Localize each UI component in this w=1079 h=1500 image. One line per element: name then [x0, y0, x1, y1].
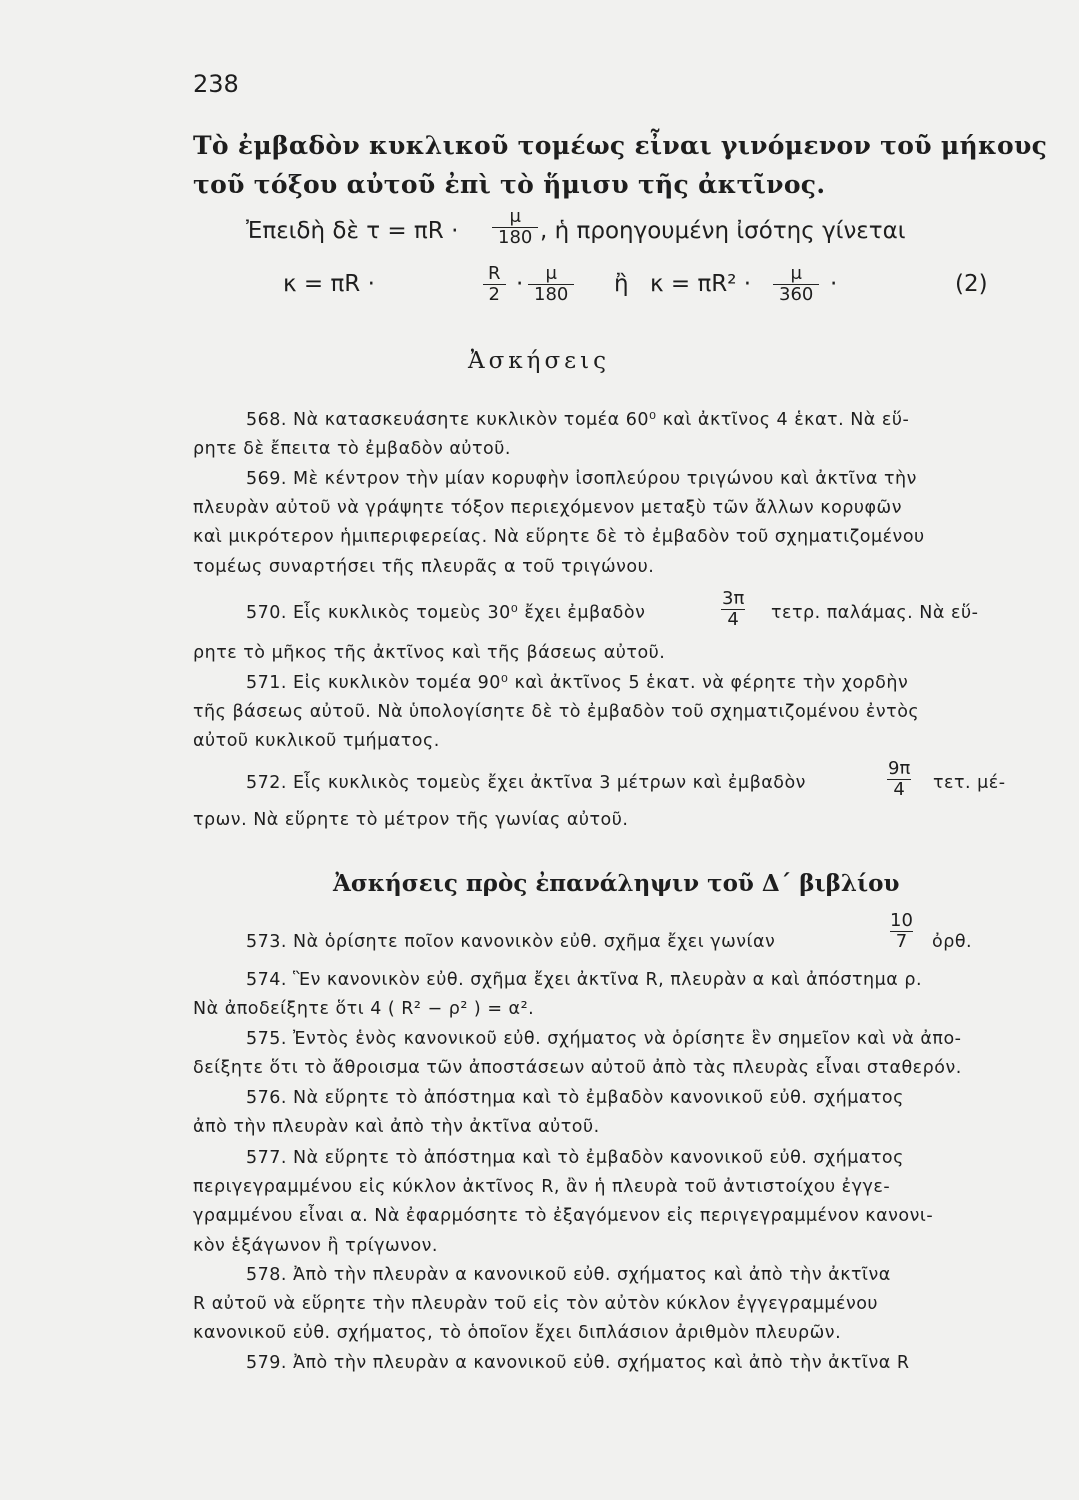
exercise-572-line-1b: τετ. μέ-: [933, 773, 1006, 793]
exercise-568-line-1: 568. Νὰ κατασκευάσητε κυκλικὸν τομέα 60⁰ καὶ ἀκτῖνος 4 ἑκατ. Νὰ εὕ-: [246, 410, 910, 430]
eq2-part2: κ = πR² ·: [650, 271, 752, 297]
eq2-or: ἢ: [614, 271, 629, 297]
theorem-line-1: Τὸ ἐμβαδὸν κυκλικοῦ τομέως εἶναι γινόμενον τοῦ μήκους: [193, 131, 1048, 160]
exercise-569-line-4: τομέως συναρτήσει τῆς πλευρᾶς α τοῦ τριγώνου.: [193, 557, 655, 577]
exercise-576-line-2: ἀπὸ τὴν πλευρὰν καὶ ἀπὸ τὴν ἀκτῖνα αὐτοῦ.: [193, 1117, 600, 1137]
eq1-fraction: [492, 207, 538, 248]
exercise-568-line-2: ρητε δὲ ἔπειτα τὸ ἐμβαδὸν αὐτοῦ.: [193, 439, 511, 459]
exercise-573-line-1b: ὀρθ.: [932, 932, 973, 952]
eq1-frac-den: 180: [492, 227, 538, 248]
eq1-lead: Ἐπειδὴ δὲ τ = πR ·: [246, 218, 459, 244]
ex572-frac-num: 9π: [888, 758, 911, 779]
exercise-570-fraction: [716, 589, 750, 630]
eq2-f2-den: 180: [528, 284, 574, 305]
eq1-frac-num: μ: [509, 206, 521, 227]
theorem-line-2: τοῦ τόξου αὐτοῦ ἐπὶ τὸ ἥμισυ τῆς ἀκτῖνος.: [193, 170, 826, 199]
exercise-571-line-3: αὐτοῦ κυκλικοῦ τμήματος.: [193, 731, 440, 751]
exercise-570-line-1a: 570. Εἷς κυκλικὸς τομεὺς 30⁰ ἔχει ἐμβαδὸν: [246, 603, 646, 623]
ex570-frac-den: 4: [721, 609, 744, 630]
exercise-571-line-2: τῆς βάσεως αὐτοῦ. Νὰ ὑπολογίσητε δὲ τὸ ἐμβαδὸν τοῦ σχηματιζομένου ἐντὸς: [193, 702, 920, 722]
eq2-fraction-1: [482, 264, 507, 305]
exercise-571-line-1: 571. Εἰς κυκλικὸν τομέα 90⁰ καὶ ἀκτῖνος 5 ἑκατ. νὰ φέρητε τὴν χορδὴν: [246, 673, 909, 693]
section-title-exercises: Ἀσκήσεις: [468, 348, 610, 374]
eq2-f3-num: μ: [790, 263, 802, 284]
exercise-574-line-1: 574. Ἓν κανονικὸν εὐθ. σχῆμα ἔχει ἀκτῖνα R, πλευρὰν α καὶ ἀπόστημα ρ.: [246, 970, 923, 990]
ex573-frac-den: 7: [890, 931, 913, 952]
exercise-570-line-1b: τετρ. παλάμας. Νὰ εὕ-: [771, 603, 979, 623]
exercise-577-line-1: 577. Νὰ εὕρητε τὸ ἀπόστημα καὶ τὸ ἐμβαδὸν κανονικοῦ εὐθ. σχήματος: [246, 1148, 904, 1168]
eq2-f1-den: 2: [483, 284, 506, 305]
exercise-570-line-2: ρητε τὸ μῆκος τῆς ἀκτῖνος καὶ τῆς βάσεως αὐτοῦ.: [193, 643, 666, 663]
exercise-575-line-1: 575. Ἐντὸς ἑνὸς κανονικοῦ εὐθ. σχήματος νὰ ὁρίσητε ἓν σημεῖον καὶ νὰ ἀπο-: [246, 1029, 962, 1049]
exercise-578-line-3: κανονικοῦ εὐθ. σχήματος, τὸ ὁποῖον ἔχει διπλάσιον ἀριθμὸν πλευρῶν.: [193, 1323, 842, 1343]
exercise-579-line-1: 579. Ἀπὸ τὴν πλευρὰν α κανονικοῦ εὐθ. σχήματος καὶ ἀπὸ τὴν ἀκτῖνα R: [246, 1353, 910, 1373]
exercise-573-fraction: [884, 911, 919, 952]
exercise-577-line-3: γραμμένου εἶναι α. Νὰ ἐφαρμόσητε τὸ ἐξαγόμενον εἰς περιγεγραμμένον κανονι-: [193, 1206, 934, 1226]
exercise-569-line-1: 569. Μὲ κέντρον τὴν μίαν κορυφὴν ἰσοπλεύρου τριγώνου καὶ ἀκτῖνα τὴν: [246, 469, 917, 489]
eq2-part1: κ = πR ·: [283, 271, 375, 297]
exercise-574-line-2: Νὰ ἀποδείξητε ὅτι 4 ( R² − ρ² ) = α².: [193, 999, 535, 1019]
exercise-569-line-2: πλευρὰν αὐτοῦ νὰ γράψητε τόξον περιεχόμενον μεταξὺ τῶν ἄλλων κορυφῶν: [193, 498, 902, 518]
eq2-label: (2): [955, 271, 988, 297]
ex573-frac-num: 10: [890, 910, 913, 931]
eq2-f2-num: μ: [545, 263, 557, 284]
eq2-f1-num: R: [488, 263, 501, 284]
eq2-end: ·: [830, 271, 838, 297]
exercise-572-line-1a: 572. Εἷς κυκλικὸς τομεὺς ἔχει ἀκτῖνα 3 μέτρων καὶ ἐμβαδὸν: [246, 773, 806, 793]
page-number: 238: [193, 70, 239, 98]
exercise-576-line-1: 576. Νὰ εὕρητε τὸ ἀπόστημα καὶ τὸ ἐμβαδὸν κανονικοῦ εὐθ. σχήματος: [246, 1088, 904, 1108]
eq1-tail: , ἡ προηγουμένη ἰσότης γίνεται: [540, 218, 906, 244]
exercise-569-line-3: καὶ μικρότερον ἡμιπεριφερείας. Νὰ εὕρητε δὲ τὸ ἐμβαδὸν τοῦ σχηματιζομένου: [193, 527, 925, 547]
exercise-572-line-2: τρων. Νὰ εὕρητε τὸ μέτρον τῆς γωνίας αὐτοῦ.: [193, 810, 629, 830]
eq2-f3-den: 360: [773, 284, 819, 305]
eq2-dot: ·: [516, 271, 524, 297]
ex570-frac-num: 3π: [722, 588, 745, 609]
exercise-578-line-2: R αὐτοῦ νὰ εὕρητε τὴν πλευρὰν τοῦ εἰς τὸν αὐτὸν κύκλον ἐγγεγραμμένου: [193, 1294, 879, 1314]
exercise-573-line-1a: 573. Νὰ ὁρίσητε ποῖον κανονικὸν εὐθ. σχῆμα ἔχει γωνίαν: [246, 932, 776, 952]
exercise-577-line-2: περιγεγραμμένου εἰς κύκλον ἀκτῖνος R, ἂν ἡ πλευρὰ τοῦ ἀντιστοίχου ἐγγε-: [193, 1177, 891, 1197]
exercise-572-fraction: [882, 759, 916, 800]
ex572-frac-den: 4: [887, 779, 910, 800]
eq2-fraction-3: [773, 264, 819, 305]
eq2-fraction-2: [528, 264, 574, 305]
section-title-review: Ἀσκήσεις πρὸς ἐπανάληψιν τοῦ Δ΄ βιβλίου: [333, 870, 900, 897]
exercise-575-line-2: δείξητε ὅτι τὸ ἄθροισμα τῶν ἀποστάσεων αὐτοῦ ἀπὸ τὰς πλευρὰς εἶναι σταθερόν.: [193, 1058, 962, 1078]
exercise-578-line-1: 578. Ἀπὸ τὴν πλευρὰν α κανονικοῦ εὐθ. σχήματος καὶ ἀπὸ τὴν ἀκτῖνα: [246, 1265, 891, 1285]
exercise-577-line-4: κὸν ἑξάγωνον ἢ τρίγωνον.: [193, 1236, 438, 1256]
